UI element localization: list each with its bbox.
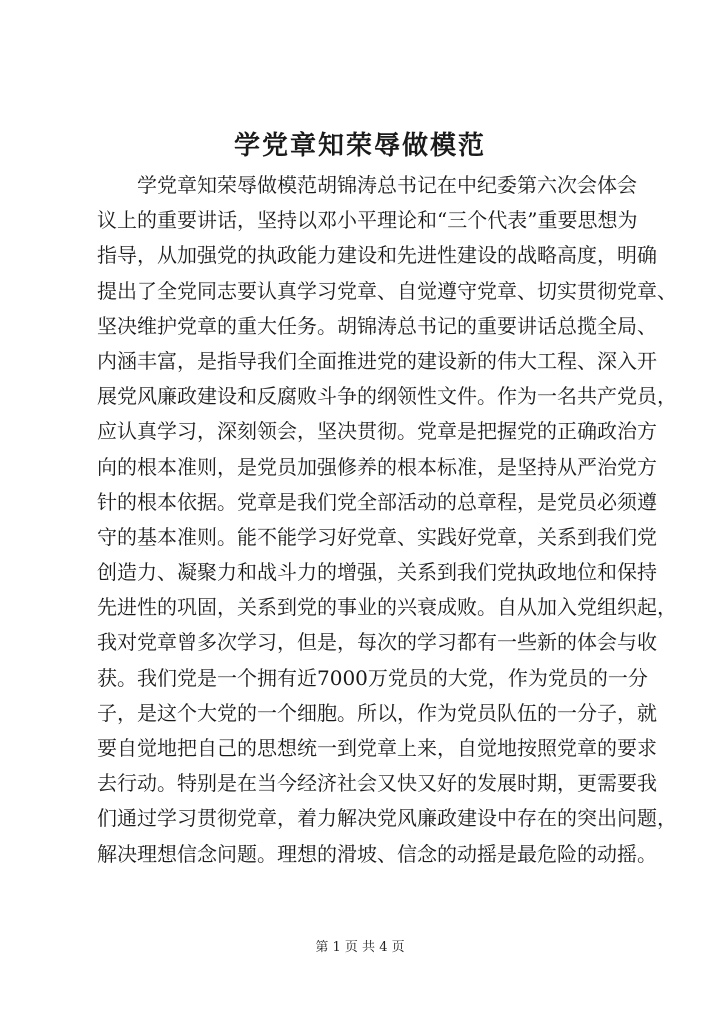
paragraph-line: 针的根本依据。党章是我们党全部活动的总章程，是党员必须遵	[97, 489, 657, 514]
paragraph-line: 们通过学习贯彻党章，着力解决党风廉政建设中存在的突出问题，	[97, 806, 677, 831]
paragraph-line: 获。我们党是一个拥有近7000万党员的大党，作为党员的一分	[97, 665, 648, 690]
paragraph-line: 守的基本准则。能不能学习好党章、实践好党章，关系到我们党	[97, 524, 657, 549]
paragraph-line: 向的根本准则，是党员加强修养的根本标准，是坚持从严治党方	[97, 454, 657, 479]
paragraph-line: 子，是这个大党的一个细胞。所以，作为党员队伍的一分子，就	[97, 700, 657, 725]
paragraph-line: 应认真学习，深刻领会，坚决贯彻。党章是把握党的正确政治方	[97, 419, 657, 444]
paragraph-line: 先进性的巩固，关系到党的事业的兴衰成败。自从加入党组织起，	[97, 595, 677, 620]
paragraph-line: 展党风廉政建设和反腐败斗争的纲领性文件。作为一名共产党员，	[97, 384, 677, 409]
paragraph-line: 去行动。特别是在当今经济社会又快又好的发展时期，更需要我	[97, 771, 657, 796]
paragraph-line: 内涵丰富，是指导我们全面推进党的建设新的伟大工程、深入开	[97, 348, 657, 373]
paragraph-line: 解决理想信念问题。理想的滑坡、信念的动摇是最危险的动摇。	[97, 841, 657, 866]
paragraph-line: 指导，从加强党的执政能力建设和先进性建设的战略高度，明确	[97, 243, 657, 268]
paragraph-line: 提出了全党同志要认真学习党章、自觉遵守党章、切实贯彻党章、	[97, 278, 677, 303]
page-footer: 第 1 页 共 4 页	[315, 940, 405, 955]
paragraph-line: 议上的重要讲话，坚持以邓小平理论和“三个代表”重要思想为	[97, 208, 638, 233]
paragraph-line: 创造力、凝聚力和战斗力的增强，关系到我们党执政地位和保持	[97, 560, 657, 585]
paragraph-line: 我对党章曾多次学习，但是，每次的学习都有一些新的体会与收	[97, 630, 657, 655]
paragraph-line: 坚决维护党章的重大任务。胡锦涛总书记的重要讲话总揽全局、	[97, 313, 657, 338]
page-title: 学党章知荣辱做模范	[233, 131, 486, 161]
paragraph-line: 要自觉地把自己的思想统一到党章上来，自觉地按照党章的要求	[97, 736, 657, 760]
paragraph-line: 学党章知荣辱做模范胡锦涛总书记在中纪委第六次会体会	[137, 173, 637, 197]
body-paragraph	[97, 168, 677, 872]
